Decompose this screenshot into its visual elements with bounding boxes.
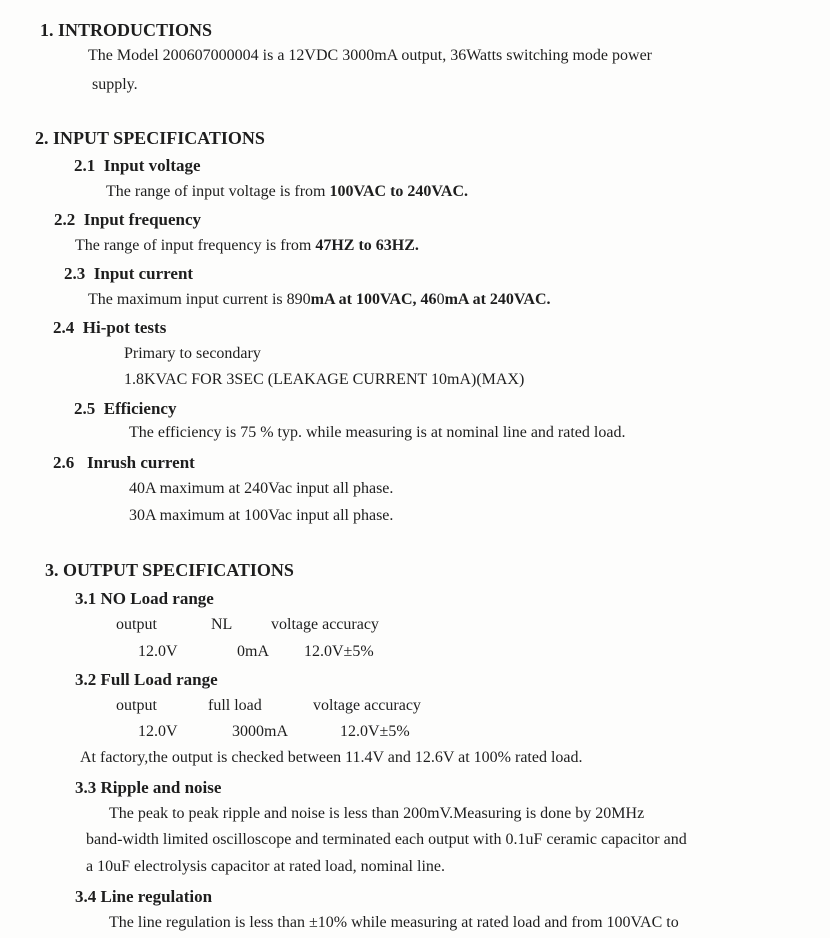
subsection-2-2-heading — [54, 209, 201, 230]
hipot-line-1: Primary to secondary — [124, 345, 261, 362]
intro-line-1: The Model 200607000004 is a 12VDC 3000mA output, 36Watts switching mode power — [88, 47, 652, 64]
hipot-line-2: 1.8KVAC FOR 3SEC (LEAKAGE CURRENT 10mA)(MAX) — [124, 371, 525, 388]
full-load-value-output: 12.0V — [138, 723, 178, 740]
full-load-value-load: 3000mA — [232, 723, 288, 740]
subsection-2-4-heading — [53, 317, 166, 338]
input-voltage-text — [106, 182, 468, 202]
input-frequency-range: 47HZ to 63HZ. — [315, 237, 419, 254]
section-3-heading: 3. OUTPUT SPECIFICATIONS — [45, 560, 294, 580]
input-voltage-range: 100VAC to 240VAC. — [329, 183, 469, 200]
subsection-number: 2.6 — [53, 453, 75, 472]
subsection-title: Ripple and noise — [100, 778, 222, 797]
subsection-number: 2.4 — [53, 318, 75, 337]
ripple-line-1: The peak to peak ripple and noise is less than 200mV.Measuring is done by 20MHz — [109, 805, 645, 822]
inrush-line-2: 30A maximum at 100Vac input all phase. — [129, 507, 394, 524]
subsection-2-5-heading — [74, 398, 176, 419]
subsection-number: 2.1 — [74, 156, 96, 175]
subsection-3-4-heading — [75, 886, 212, 907]
subsection-3-2-heading — [75, 669, 218, 690]
input-current-text — [88, 290, 551, 310]
input-frequency-desc: The range of input frequency is from — [75, 237, 316, 254]
subsection-title: Hi-pot tests — [82, 318, 167, 337]
subsection-title: Full Load range — [100, 670, 218, 689]
subsection-number: 3.1 — [75, 589, 97, 608]
subsection-title: Line regulation — [100, 887, 213, 906]
subsection-title: Input current — [93, 264, 194, 283]
subsection-3-1-heading — [75, 588, 214, 609]
subsection-2-1-heading — [74, 155, 201, 176]
subsection-number: 2.3 — [64, 264, 86, 283]
no-load-header-accuracy: voltage accuracy — [271, 616, 379, 633]
subsection-3-3-heading — [75, 777, 221, 798]
subsection-2-3-heading — [64, 263, 193, 284]
input-frequency-text — [75, 236, 419, 256]
line-regulation-text: The line regulation is less than ±10% while measuring at rated load and from 100VAC to — [109, 914, 679, 931]
ripple-line-3: a 10uF electrolysis capacitor at rated load, nominal line. — [86, 858, 445, 875]
subsection-number: 3.4 — [75, 887, 97, 906]
efficiency-text: The efficiency is 75 % typ. while measuring is at nominal line and rated load. — [129, 424, 626, 441]
subsection-title: NO Load range — [100, 589, 214, 608]
input-voltage-desc: The range of input voltage is from — [106, 183, 330, 200]
subsection-title: Inrush current — [87, 453, 195, 472]
ripple-line-2: band-width limited oscilloscope and terminated each output with 0.1uF ceramic capacitor and — [86, 831, 687, 848]
no-load-header-nl: NL — [211, 616, 233, 633]
subsection-2-6-heading — [53, 452, 195, 473]
full-load-header-load: full load — [208, 697, 262, 714]
subsection-number: 3.3 — [75, 778, 97, 797]
no-load-value-nl: 0mA — [237, 643, 269, 660]
input-current-mid: 0 — [436, 291, 445, 308]
full-load-note: At factory,the output is checked between 11.4V and 12.6V at 100% rated load. — [80, 749, 583, 766]
input-current-bold-1: mA at 100VAC, 46 — [310, 291, 437, 308]
full-load-header-output: output — [116, 697, 157, 714]
inrush-line-1: 40A maximum at 240Vac input all phase. — [129, 480, 394, 497]
subsection-number: 2.5 — [74, 399, 96, 418]
full-load-header-accuracy: voltage accuracy — [313, 697, 421, 714]
intro-line-2: supply. — [92, 76, 138, 93]
subsection-number: 2.2 — [54, 210, 76, 229]
subsection-title: Input frequency — [83, 210, 202, 229]
full-load-value-accuracy: 12.0V±5% — [340, 723, 410, 740]
no-load-header-output: output — [116, 616, 157, 633]
no-load-value-accuracy: 12.0V±5% — [304, 643, 374, 660]
subsection-title: Efficiency — [103, 399, 177, 418]
input-current-desc: The maximum input current is 890 — [88, 291, 311, 308]
no-load-value-output: 12.0V — [138, 643, 178, 660]
subsection-number: 3.2 — [75, 670, 97, 689]
section-1-heading: 1. INTRODUCTIONS — [40, 20, 213, 40]
input-current-bold-2: mA at 240VAC. — [444, 291, 551, 308]
subsection-title: Input voltage — [103, 156, 201, 175]
section-2-heading: 2. INPUT SPECIFICATIONS — [35, 128, 265, 148]
